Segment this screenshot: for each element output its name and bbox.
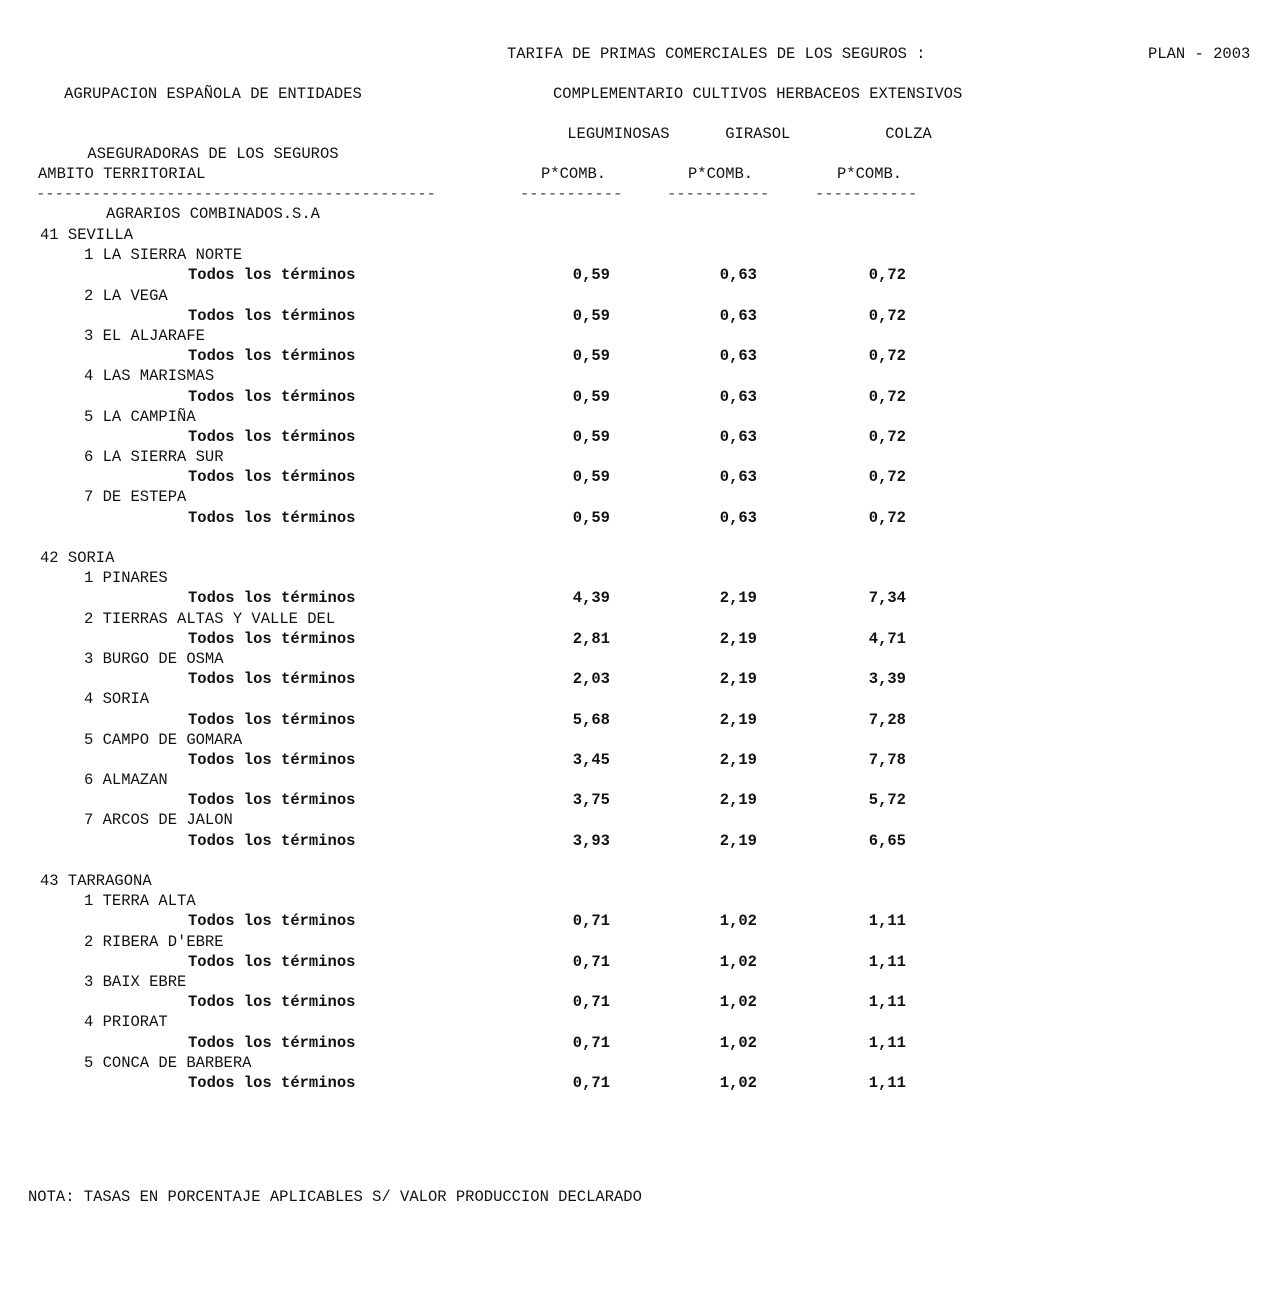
value-leguminosas: 0,71 [572, 993, 610, 1012]
column-header-leguminosas: P*COMB. [541, 165, 607, 183]
value-girasol: 0,63 [719, 266, 757, 285]
zone-row [0, 1012, 1288, 1032]
term-label: Todos los términos [188, 831, 356, 850]
table-row [0, 1033, 1288, 1053]
term-label: Todos los términos [188, 710, 356, 729]
table-row [0, 467, 1288, 487]
value-girasol: 1,02 [719, 952, 757, 971]
zone-row [0, 609, 1288, 629]
zone-label: 4 SORIA [84, 690, 150, 709]
table-row [0, 790, 1288, 810]
table-row [0, 710, 1288, 730]
spacer-row [0, 528, 1288, 548]
term-label: Todos los términos [188, 993, 356, 1012]
zone-row [0, 487, 1288, 507]
province-row [0, 548, 1288, 568]
term-label: Todos los términos [188, 266, 356, 285]
term-label: Todos los términos [188, 306, 356, 325]
value-leguminosas: 3,45 [572, 750, 610, 769]
term-label: Todos los términos [188, 508, 356, 527]
value-colza: 1,11 [868, 1033, 906, 1052]
value-colza: 0,72 [868, 266, 906, 285]
table-row [0, 992, 1288, 1012]
crop-names [530, 104, 932, 164]
province-label: 43 TARRAGONA [40, 872, 152, 890]
zone-label: 1 LA SIERRA NORTE [84, 246, 243, 265]
value-girasol: 0,63 [719, 508, 757, 527]
table-row [0, 265, 1288, 285]
value-colza: 4,71 [868, 629, 906, 648]
value-leguminosas: 0,59 [572, 468, 610, 487]
value-colza: 0,72 [868, 347, 906, 366]
value-leguminosas: 0,71 [572, 1073, 610, 1092]
table-row [0, 911, 1288, 931]
value-colza: 1,11 [868, 1073, 906, 1092]
zone-label: 2 RIBERA D'EBRE [84, 932, 224, 951]
zone-row [0, 649, 1288, 669]
zone-label: 3 BAIX EBRE [84, 972, 187, 991]
term-label: Todos los términos [188, 952, 356, 971]
value-girasol: 1,02 [719, 912, 757, 931]
value-colza: 0,72 [868, 468, 906, 487]
table-row [0, 427, 1288, 447]
zone-row [0, 810, 1288, 830]
value-colza: 6,65 [868, 831, 906, 850]
term-label: Todos los términos [188, 791, 356, 810]
zone-label: 6 LA SIERRA SUR [84, 448, 224, 467]
value-leguminosas: 0,59 [572, 347, 610, 366]
tariff-table [0, 225, 1288, 1093]
column-rule-leguminosas: ----------- [520, 185, 623, 203]
value-leguminosas: 2,03 [572, 670, 610, 689]
plan-label: PLAN - 2003 [1148, 45, 1251, 63]
zone-label: 5 CAMPO DE GOMARA [84, 730, 243, 749]
zone-row [0, 689, 1288, 709]
table-row [0, 387, 1288, 407]
value-leguminosas: 0,59 [572, 306, 610, 325]
organization-line: AGRARIOS COMBINADOS.S.A [106, 205, 320, 223]
value-colza: 0,72 [868, 427, 906, 446]
table-row [0, 669, 1288, 689]
column-header-girasol: P*COMB. [688, 165, 754, 183]
table-row [0, 306, 1288, 326]
value-girasol: 2,19 [719, 750, 757, 769]
term-label: Todos los términos [188, 629, 356, 648]
organization-line: ASEGURADORAS DE LOS SEGUROS [87, 145, 339, 163]
column-header-colza: P*COMB. [837, 165, 903, 183]
zone-row [0, 245, 1288, 265]
term-label: Todos los términos [188, 427, 356, 446]
value-colza: 3,39 [868, 670, 906, 689]
column-rule-girasol: ----------- [667, 185, 770, 203]
crop-leguminosas: LEGUMINOSAS [567, 125, 670, 143]
zone-label: 1 PINARES [84, 569, 168, 588]
value-leguminosas: 0,71 [572, 912, 610, 931]
table-row [0, 1073, 1288, 1093]
term-label: Todos los términos [188, 912, 356, 931]
province-row [0, 225, 1288, 245]
value-leguminosas: 0,59 [572, 266, 610, 285]
value-leguminosas: 0,71 [572, 1033, 610, 1052]
term-label: Todos los términos [188, 589, 356, 608]
province-row [0, 871, 1288, 891]
spacer-row [0, 851, 1288, 871]
zone-label: 1 TERRA ALTA [84, 892, 196, 911]
value-girasol: 1,02 [719, 1073, 757, 1092]
value-colza: 0,72 [868, 387, 906, 406]
value-girasol: 2,19 [719, 589, 757, 608]
value-girasol: 1,02 [719, 1033, 757, 1052]
value-girasol: 2,19 [719, 670, 757, 689]
value-girasol: 0,63 [719, 347, 757, 366]
value-leguminosas: 5,68 [572, 710, 610, 729]
zone-row [0, 366, 1288, 386]
table-row [0, 952, 1288, 972]
crop-girasol: GIRASOL [725, 125, 791, 143]
zone-label: 3 BURGO DE OSMA [84, 649, 224, 668]
table-row [0, 346, 1288, 366]
value-leguminosas: 3,75 [572, 791, 610, 810]
value-colza: 1,11 [868, 912, 906, 931]
value-colza: 0,72 [868, 306, 906, 325]
zone-label: 6 ALMAZAN [84, 771, 168, 790]
value-girasol: 2,19 [719, 791, 757, 810]
zone-label: 5 LA CAMPIÑA [84, 407, 196, 426]
value-girasol: 0,63 [719, 306, 757, 325]
zone-row [0, 326, 1288, 346]
term-label: Todos los términos [188, 468, 356, 487]
value-girasol: 1,02 [719, 993, 757, 1012]
zone-row [0, 1053, 1288, 1073]
zone-label: 3 EL ALJARAFE [84, 326, 205, 345]
term-label: Todos los términos [188, 1033, 356, 1052]
value-colza: 7,28 [868, 710, 906, 729]
value-leguminosas: 0,71 [572, 952, 610, 971]
zone-label: 5 CONCA DE BARBERA [84, 1053, 252, 1072]
organization-line: AGRUPACION ESPAÑOLA DE ENTIDADES [64, 85, 362, 103]
zone-label: 2 TIERRAS ALTAS Y VALLE DEL [84, 609, 336, 628]
table-row [0, 750, 1288, 770]
value-leguminosas: 0,59 [572, 387, 610, 406]
value-colza: 7,34 [868, 589, 906, 608]
value-girasol: 0,63 [719, 387, 757, 406]
table-row [0, 831, 1288, 851]
table-row [0, 588, 1288, 608]
crop-colza: COLZA [885, 125, 932, 143]
zone-row [0, 770, 1288, 790]
zone-label: 7 ARCOS DE JALON [84, 811, 233, 830]
column-rule-colza: ----------- [815, 185, 918, 203]
value-leguminosas: 0,59 [572, 508, 610, 527]
table-row [0, 508, 1288, 528]
value-leguminosas: 2,81 [572, 629, 610, 648]
zone-row [0, 447, 1288, 467]
zone-row [0, 568, 1288, 588]
term-label: Todos los términos [188, 347, 356, 366]
zone-label: 2 LA VEGA [84, 286, 168, 305]
value-leguminosas: 4,39 [572, 589, 610, 608]
province-label: 41 SEVILLA [40, 226, 134, 244]
zone-row [0, 932, 1288, 952]
table-row [0, 629, 1288, 649]
value-colza: 1,11 [868, 952, 906, 971]
value-colza: 5,72 [868, 791, 906, 810]
zone-label: 7 DE ESTEPA [84, 488, 187, 507]
term-label: Todos los términos [188, 1073, 356, 1092]
value-girasol: 0,63 [719, 468, 757, 487]
zone-row [0, 730, 1288, 750]
zone-row [0, 286, 1288, 306]
value-girasol: 2,19 [719, 831, 757, 850]
value-colza: 7,78 [868, 750, 906, 769]
value-colza: 1,11 [868, 993, 906, 1012]
zone-label: 4 PRIORAT [84, 1013, 168, 1032]
value-girasol: 2,19 [719, 629, 757, 648]
footnote: NOTA: TASAS EN PORCENTAJE APLICABLES S/ VALOR PRODUCCION DECLARADO [28, 1188, 642, 1206]
zone-row [0, 407, 1288, 427]
zone-label: 4 LAS MARISMAS [84, 367, 215, 386]
term-label: Todos los términos [188, 670, 356, 689]
term-label: Todos los términos [188, 387, 356, 406]
zone-row [0, 972, 1288, 992]
value-leguminosas: 0,59 [572, 427, 610, 446]
province-label: 42 SORIA [40, 549, 115, 567]
value-leguminosas: 3,93 [572, 831, 610, 850]
column-rule-territory: ------------------------------------------- [36, 185, 436, 203]
value-colza: 0,72 [868, 508, 906, 527]
document-title: TARIFA DE PRIMAS COMERCIALES DE LOS SEGUROS : [507, 45, 926, 63]
term-label: Todos los términos [188, 750, 356, 769]
value-girasol: 0,63 [719, 427, 757, 446]
value-girasol: 2,19 [719, 710, 757, 729]
zone-row [0, 891, 1288, 911]
column-header-territory: AMBITO TERRITORIAL [38, 165, 206, 183]
document-subtitle: COMPLEMENTARIO CULTIVOS HERBACEOS EXTENSIVOS [553, 85, 963, 103]
